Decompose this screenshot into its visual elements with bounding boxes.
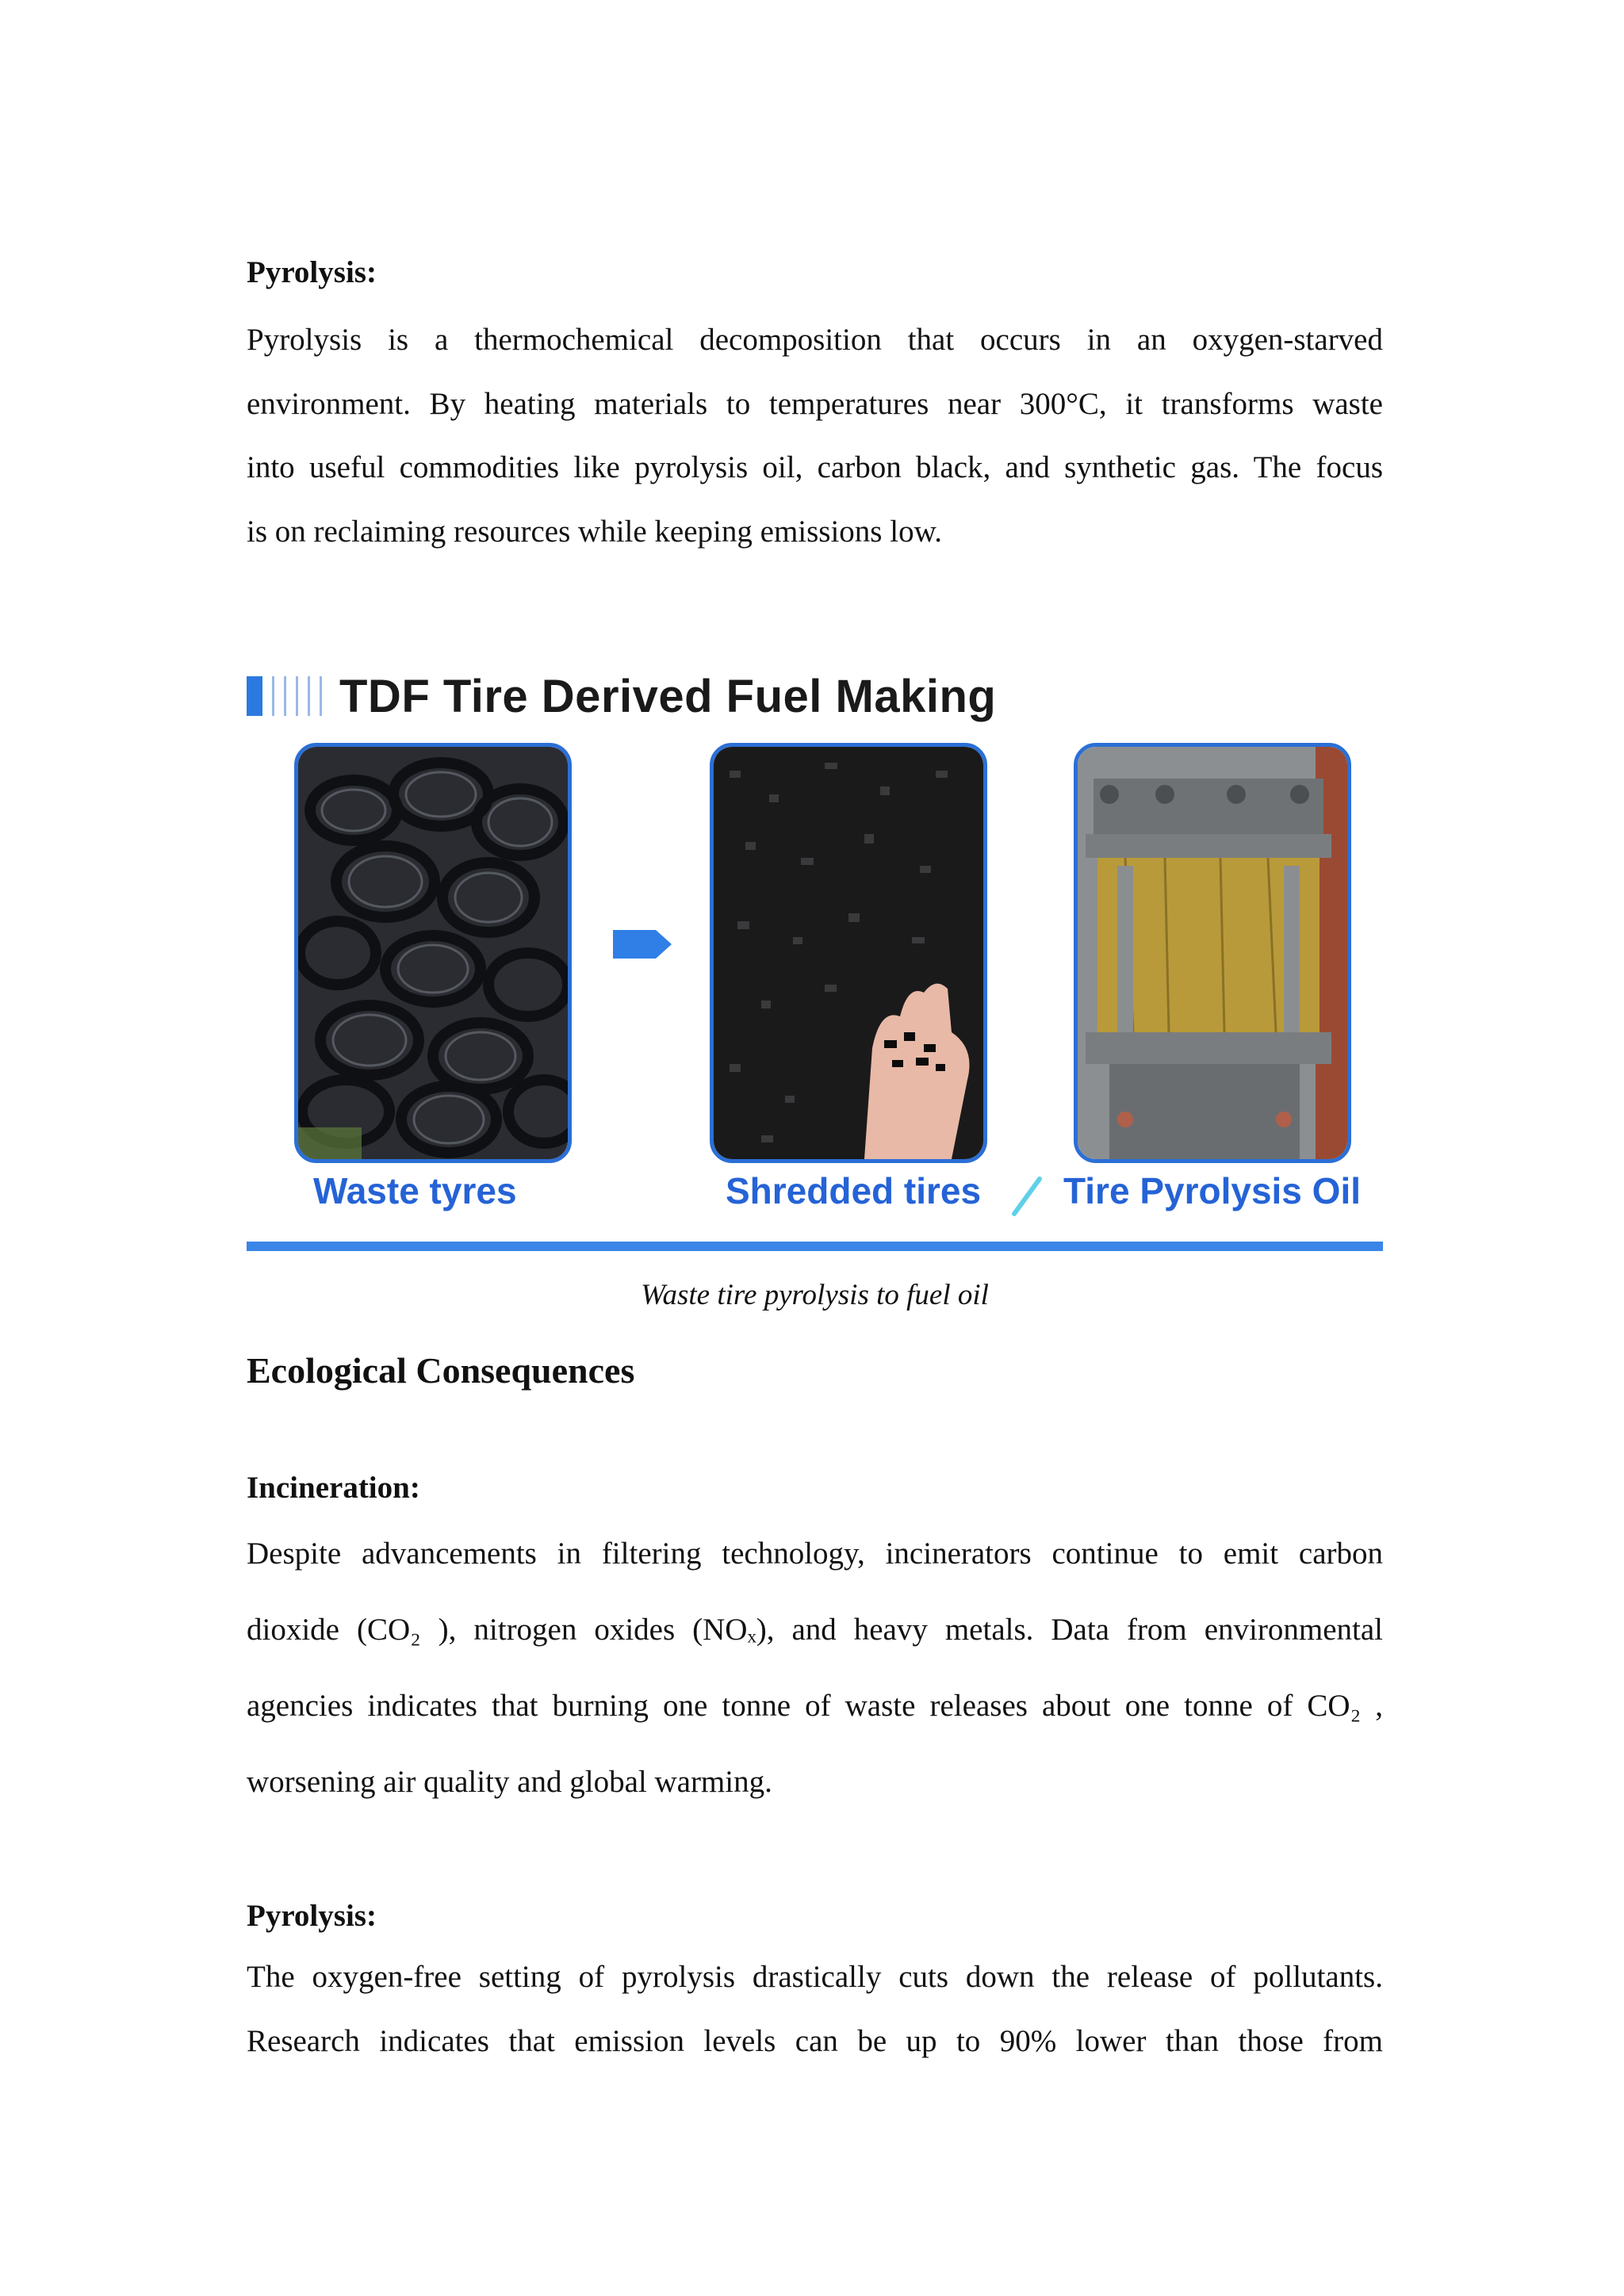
- section-label-pyrolysis-2: Pyrolysis:: [247, 1899, 377, 1933]
- paragraph-line: dioxide (CO₂ ), nitrogen oxides (NOₓ), and heavy metals. Data from environmental: [247, 1613, 1383, 1647]
- paragraph-line: environment. By heating materials to temperatures near 300°C, it transforms waste: [247, 386, 1383, 421]
- pyrolysis-paragraph: [247, 308, 1383, 564]
- incineration-paragraph: [247, 1516, 1383, 1820]
- section-label-pyrolysis: Pyrolysis:: [247, 255, 377, 289]
- arrow-right-icon: [613, 927, 673, 962]
- paragraph-line: is on reclaiming resources while keeping emissions low.: [247, 514, 942, 549]
- label-shredded-tires: Shredded tires: [726, 1170, 982, 1211]
- paragraph-line: Research indicates that emission levels can be up to 90% lower than those from: [247, 2023, 1383, 2058]
- figure-title-text: TDF Tire Derived Fuel Making: [339, 670, 997, 722]
- figure-divider: [247, 1242, 1383, 1251]
- slash-divider-icon: [1009, 1174, 1044, 1219]
- label-waste-tyres: Waste tyres: [313, 1170, 517, 1211]
- pyrolysis-oil-photo: [1074, 743, 1351, 1163]
- figure-caption: Waste tire pyrolysis to fuel oil: [641, 1279, 989, 1311]
- paragraph-line: The oxygen-free setting of pyrolysis drastically cuts down the release of pollutants.: [247, 1960, 1383, 1994]
- shredded-tires-photo: [710, 743, 987, 1163]
- paragraph-line: into useful commodities like pyrolysis oil, carbon black, and synthetic gas. The focus: [247, 450, 1383, 484]
- paragraph-line: agencies indicates that burning one tonne of waste releases about one tonne of CO₂ ,: [247, 1689, 1383, 1723]
- paragraph-line: worsening air quality and global warming.: [247, 1765, 772, 1799]
- figure-title: [247, 668, 996, 724]
- pyrolysis-emissions-paragraph: [247, 1946, 1383, 2073]
- section-label-incineration: Incineration:: [247, 1471, 420, 1505]
- section-heading: Ecological Consequences: [247, 1350, 635, 1391]
- paragraph-line: Despite advancements in filtering technology, incinerators continue to emit carbon: [247, 1536, 1383, 1571]
- paragraph-line: Pyrolysis is a thermochemical decomposition that occurs in an oxygen-starved: [247, 323, 1383, 357]
- label-tire-pyrolysis-oil: Tire Pyrolysis Oil: [1063, 1170, 1362, 1211]
- waste-tyres-photo: [294, 743, 572, 1163]
- title-bars-icon: [247, 676, 322, 716]
- tdf-figure: [247, 668, 1383, 1251]
